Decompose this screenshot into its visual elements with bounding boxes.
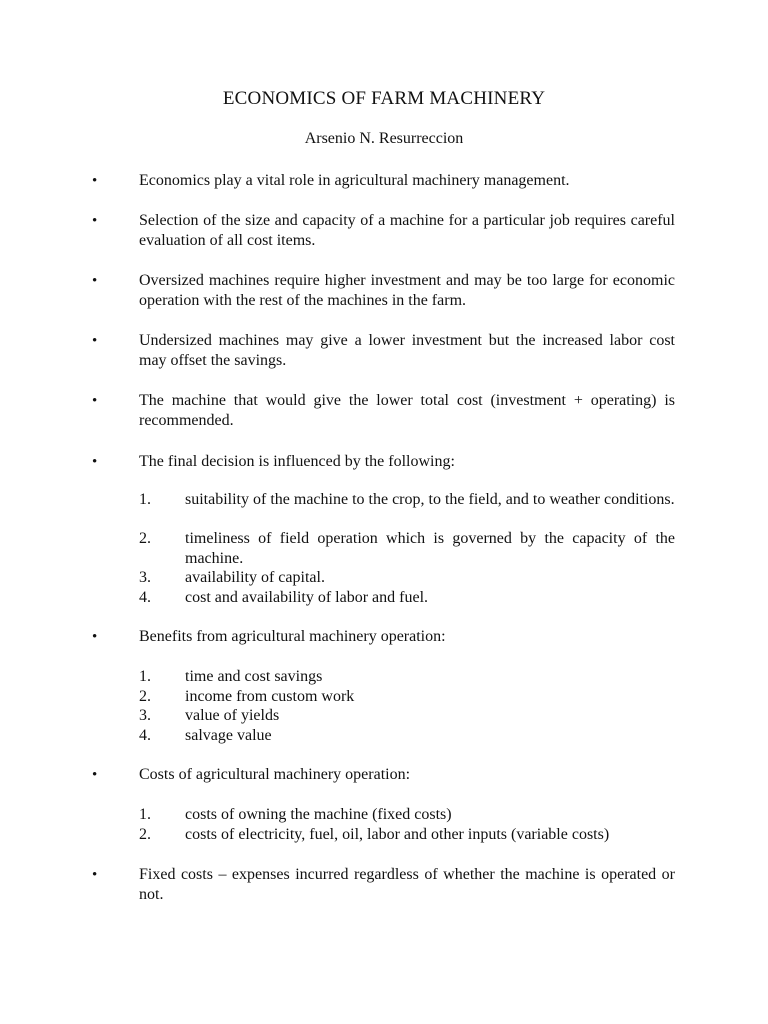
list-number: 3. — [139, 569, 151, 586]
list-item-text: cost and availability of labor and fuel. — [185, 589, 429, 606]
bullet-icon: • — [92, 273, 98, 289]
bullet-text: Costs of agricultural machinery operation: — [139, 766, 411, 783]
bullet-icon: • — [92, 867, 98, 883]
list-item-text: availability of capital. — [185, 569, 325, 586]
list-number: 1. — [139, 491, 151, 508]
bullet-icon: • — [92, 454, 98, 470]
bullet-text: Oversized machines require higher investment and may be too large for economic operation with the rest of the machines in the farm. — [139, 272, 675, 309]
document-title: ECONOMICS OF FARM MACHINERY — [222, 88, 546, 109]
list-item-text: costs of electricity, fuel, oil, labor and other inputs (variable costs) — [185, 826, 610, 843]
list-number: 2. — [139, 530, 151, 547]
document-author: Arsenio N. Resurreccion — [304, 130, 464, 147]
list-number: 1. — [139, 806, 151, 823]
bullet-icon: • — [92, 173, 98, 189]
list-number: 1. — [139, 668, 151, 685]
bullet-text: Economics play a vital role in agricultural machinery management. — [139, 172, 570, 189]
list-number: 3. — [139, 707, 151, 724]
bullet-icon: • — [92, 213, 98, 229]
list-item-text: value of yields — [185, 707, 280, 724]
list-item-text: salvage value — [185, 727, 272, 744]
list-item-text: income from custom work — [185, 688, 355, 705]
list-item-text: timeliness of field operation which is governed by the capacity of the machine. — [185, 530, 675, 567]
bullet-text: The final decision is influenced by the following: — [139, 453, 455, 470]
list-number: 2. — [139, 688, 151, 705]
bullet-text: Undersized machines may give a lower investment but the increased labor cost may offset the savings. — [139, 332, 675, 369]
bullet-text: Benefits from agricultural machinery operation: — [139, 628, 446, 645]
list-item-text: time and cost savings — [185, 668, 323, 685]
list-item-text: costs of owning the machine (fixed costs) — [185, 806, 452, 823]
bullet-icon: • — [92, 767, 98, 783]
bullet-text: Selection of the size and capacity of a machine for a particular job requires careful evaluation of all cost items. — [139, 212, 675, 249]
bullet-text: Fixed costs – expenses incurred regardless of whether the machine is operated or not. — [139, 866, 675, 903]
bullet-icon: • — [92, 629, 98, 645]
list-number: 4. — [139, 727, 151, 744]
bullet-icon: • — [92, 333, 98, 349]
list-item-text: suitability of the machine to the crop, to the field, and to weather conditions. — [185, 491, 675, 508]
list-number: 2. — [139, 826, 151, 843]
bullet-icon: • — [92, 393, 98, 409]
bullet-text: The machine that would give the lower total cost (investment + operating) is recommended. — [139, 392, 675, 429]
list-number: 4. — [139, 589, 151, 606]
